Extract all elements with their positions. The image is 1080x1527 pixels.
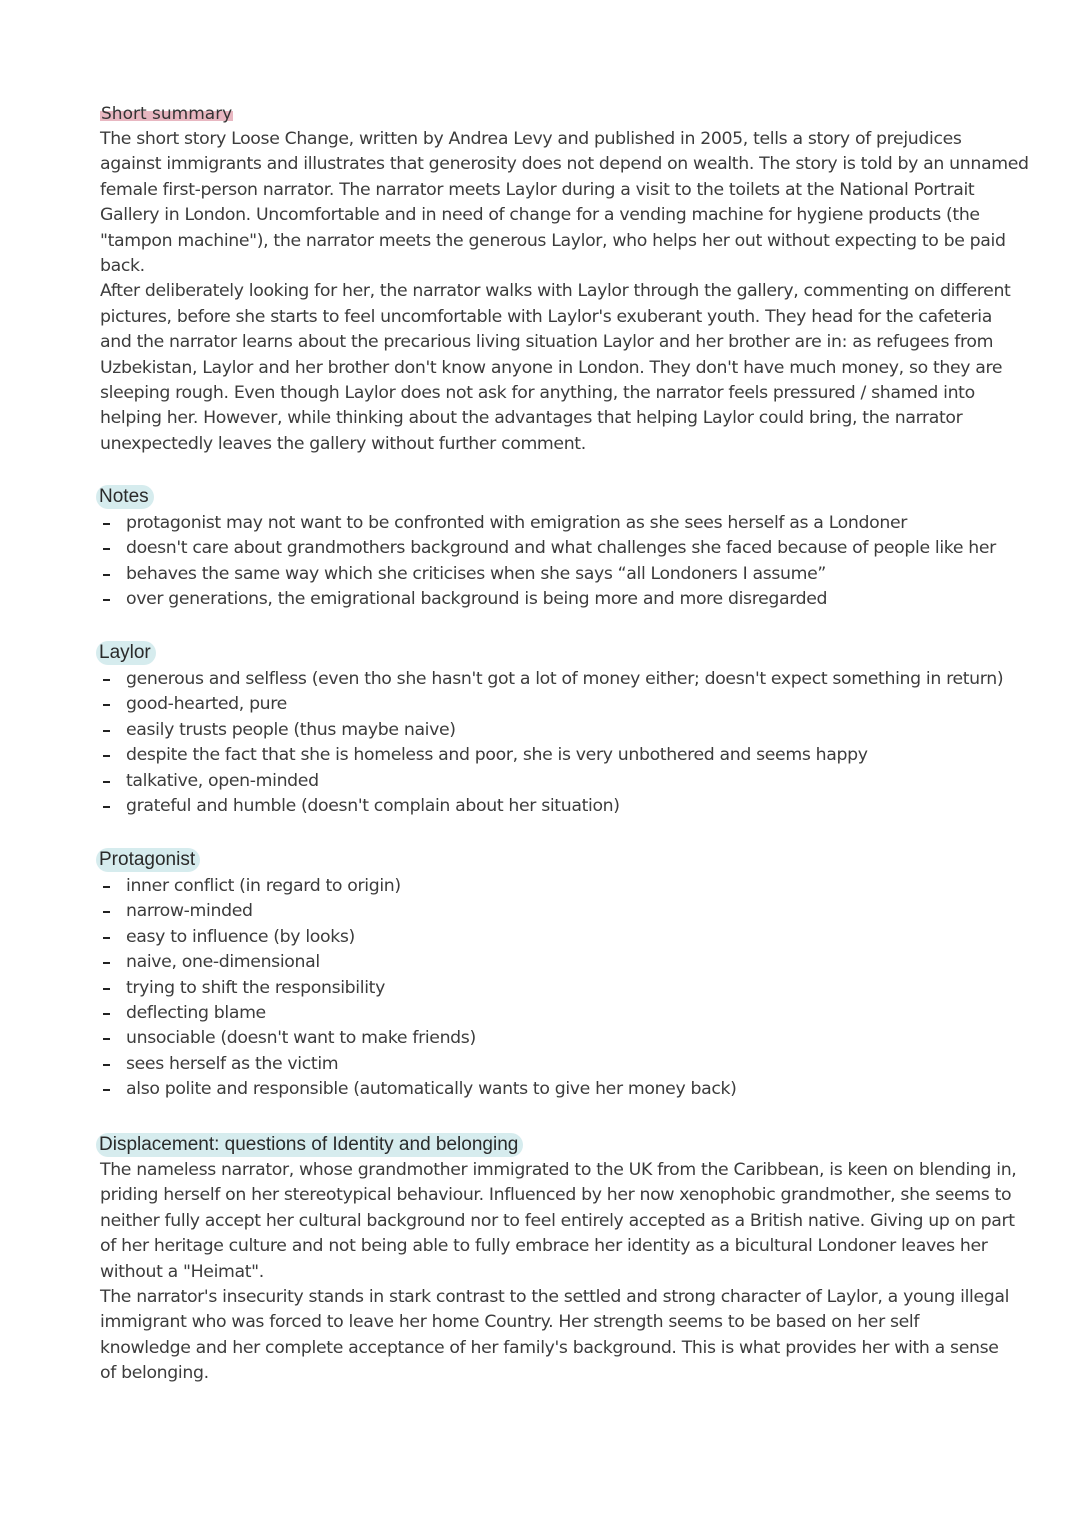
displacement-line: The narrator's insecurity stands in stark contrast to the settled and strong character of Laylor, a young illegal — [100, 1287, 1010, 1308]
protagonist-item: easy to influence (by looks) — [100, 925, 980, 950]
protagonist-item: inner conflict (in regard to origin) — [100, 874, 980, 899]
displacement-line: priding herself on her stereotypical behaviour. Influenced by her now xenophobic grandmother, she seems to — [100, 1185, 1012, 1206]
summary-line: helping her. However, while thinking about the advantages that helping Laylor could bring, the narrator — [100, 408, 963, 429]
displacement-line: neither fully accept her cultural background nor to feel entirely accepted as a British native. Giving up on part — [100, 1210, 1015, 1231]
notes-section — [99, 485, 996, 613]
laylor-item: talkative, open-minded — [100, 769, 980, 794]
protagonist-item: narrow-minded — [100, 899, 980, 924]
notes-item: over generations, the emigrational background is being more and more disregarded — [100, 587, 980, 612]
protagonist-item: unsociable (doesn't want to make friends) — [100, 1026, 980, 1051]
summary-line: The short story Loose Change, written by Andrea Levy and published in 2005, tells a story of prejudices — [100, 129, 962, 149]
displacement-heading: Displacement: questions of Identity and belonging — [96, 1133, 523, 1157]
notes-item: protagonist may not want to be confronted with emigration as she sees herself as a Londoner — [100, 511, 980, 536]
summary-line: sleeping rough. Even though Laylor does not ask for anything, the narrator feels pressured / shamed into — [100, 383, 975, 404]
summary-line: "tampon machine"), the narrator meets the generous Laylor, who helps her out without expecting to be paid — [100, 230, 1006, 251]
displacement-line: of belonging. — [100, 1363, 209, 1384]
summary-heading: Short summary — [101, 104, 233, 124]
summary-line: female first-person narrator. The narrator meets Laylor during a visit to the toilets at the National Portrait — [100, 179, 975, 200]
summary-line: and the narrator learns about the precarious living situation Laylor and her brother are in: as refugees from — [100, 332, 994, 353]
laylor-item: good-hearted, pure — [100, 692, 980, 717]
laylor-item: despite the fact that she is homeless and poor, she is very unbothered and seems happy — [100, 743, 980, 768]
protagonist-list — [100, 874, 980, 1103]
summary-line: pictures, before she starts to feel uncomfortable with Laylor's exuberant youth. They head for the cafeteria — [100, 306, 992, 327]
summary-line: Gallery in London. Uncomfortable and in need of change for a vending machine for hygiene products (the — [100, 205, 980, 226]
displacement-line: The nameless narrator, whose grandmother immigrated to the UK from the Caribbean, is keen on blending in, — [100, 1160, 1017, 1180]
protagonist-item: trying to shift the responsibility — [100, 976, 980, 1001]
protagonist-section — [100, 848, 980, 1103]
protagonist-item: naive, one-dimensional — [100, 950, 980, 975]
protagonist-item: sees herself as the victim — [100, 1052, 980, 1077]
summary-line: back. — [100, 256, 145, 277]
protagonist-heading: Protagonist — [96, 848, 200, 872]
laylor-item: generous and selfless (even tho she hasn't got a lot of money either; doesn't expect something in return) — [100, 667, 980, 692]
laylor-item: grateful and humble (doesn't complain about her situation) — [100, 794, 980, 819]
notes-list — [100, 511, 996, 613]
summary-paragraph — [100, 127, 1029, 457]
displacement-section — [99, 1133, 1017, 1387]
summary-line: against immigrants and illustrates that generosity does not depend on wealth. The story is told by an unnamed — [100, 154, 1029, 175]
notes-heading: Notes — [96, 485, 154, 509]
laylor-item: easily trusts people (thus maybe naive) — [100, 718, 980, 743]
displacement-paragraph — [100, 1158, 1017, 1387]
laylor-list — [100, 667, 1004, 819]
displacement-line: immigrant who was forced to leave her home Country. Her strength seems to be based on her self — [100, 1312, 920, 1333]
displacement-line: knowledge and her complete acceptance of her family's background. This is what provides her with a sense — [100, 1337, 999, 1358]
protagonist-item: deflecting blame — [100, 1001, 980, 1026]
summary-section — [100, 102, 1029, 457]
laylor-section — [99, 641, 1004, 819]
notes-item: behaves the same way which she criticises when she says “all Londoners I assume” — [100, 562, 980, 587]
summary-line: Uzbekistan, Laylor and her brother don't know anyone in London. They don't have much money, so they are — [100, 357, 1003, 378]
notes-item: doesn't care about grandmothers background and what challenges she faced because of people like her — [100, 536, 980, 561]
summary-line: After deliberately looking for her, the narrator walks with Laylor through the gallery, commenting on different — [100, 281, 1011, 302]
protagonist-item: also polite and responsible (automatically wants to give her money back) — [100, 1077, 980, 1102]
laylor-heading: Laylor — [96, 641, 156, 665]
summary-line: unexpectedly leaves the gallery without further comment. — [100, 433, 586, 454]
displacement-line: of her heritage culture and not being able to fully embrace her identity as a bicultural Londoner leaves her — [100, 1236, 988, 1257]
displacement-line: without a "Heimat". — [100, 1261, 264, 1282]
